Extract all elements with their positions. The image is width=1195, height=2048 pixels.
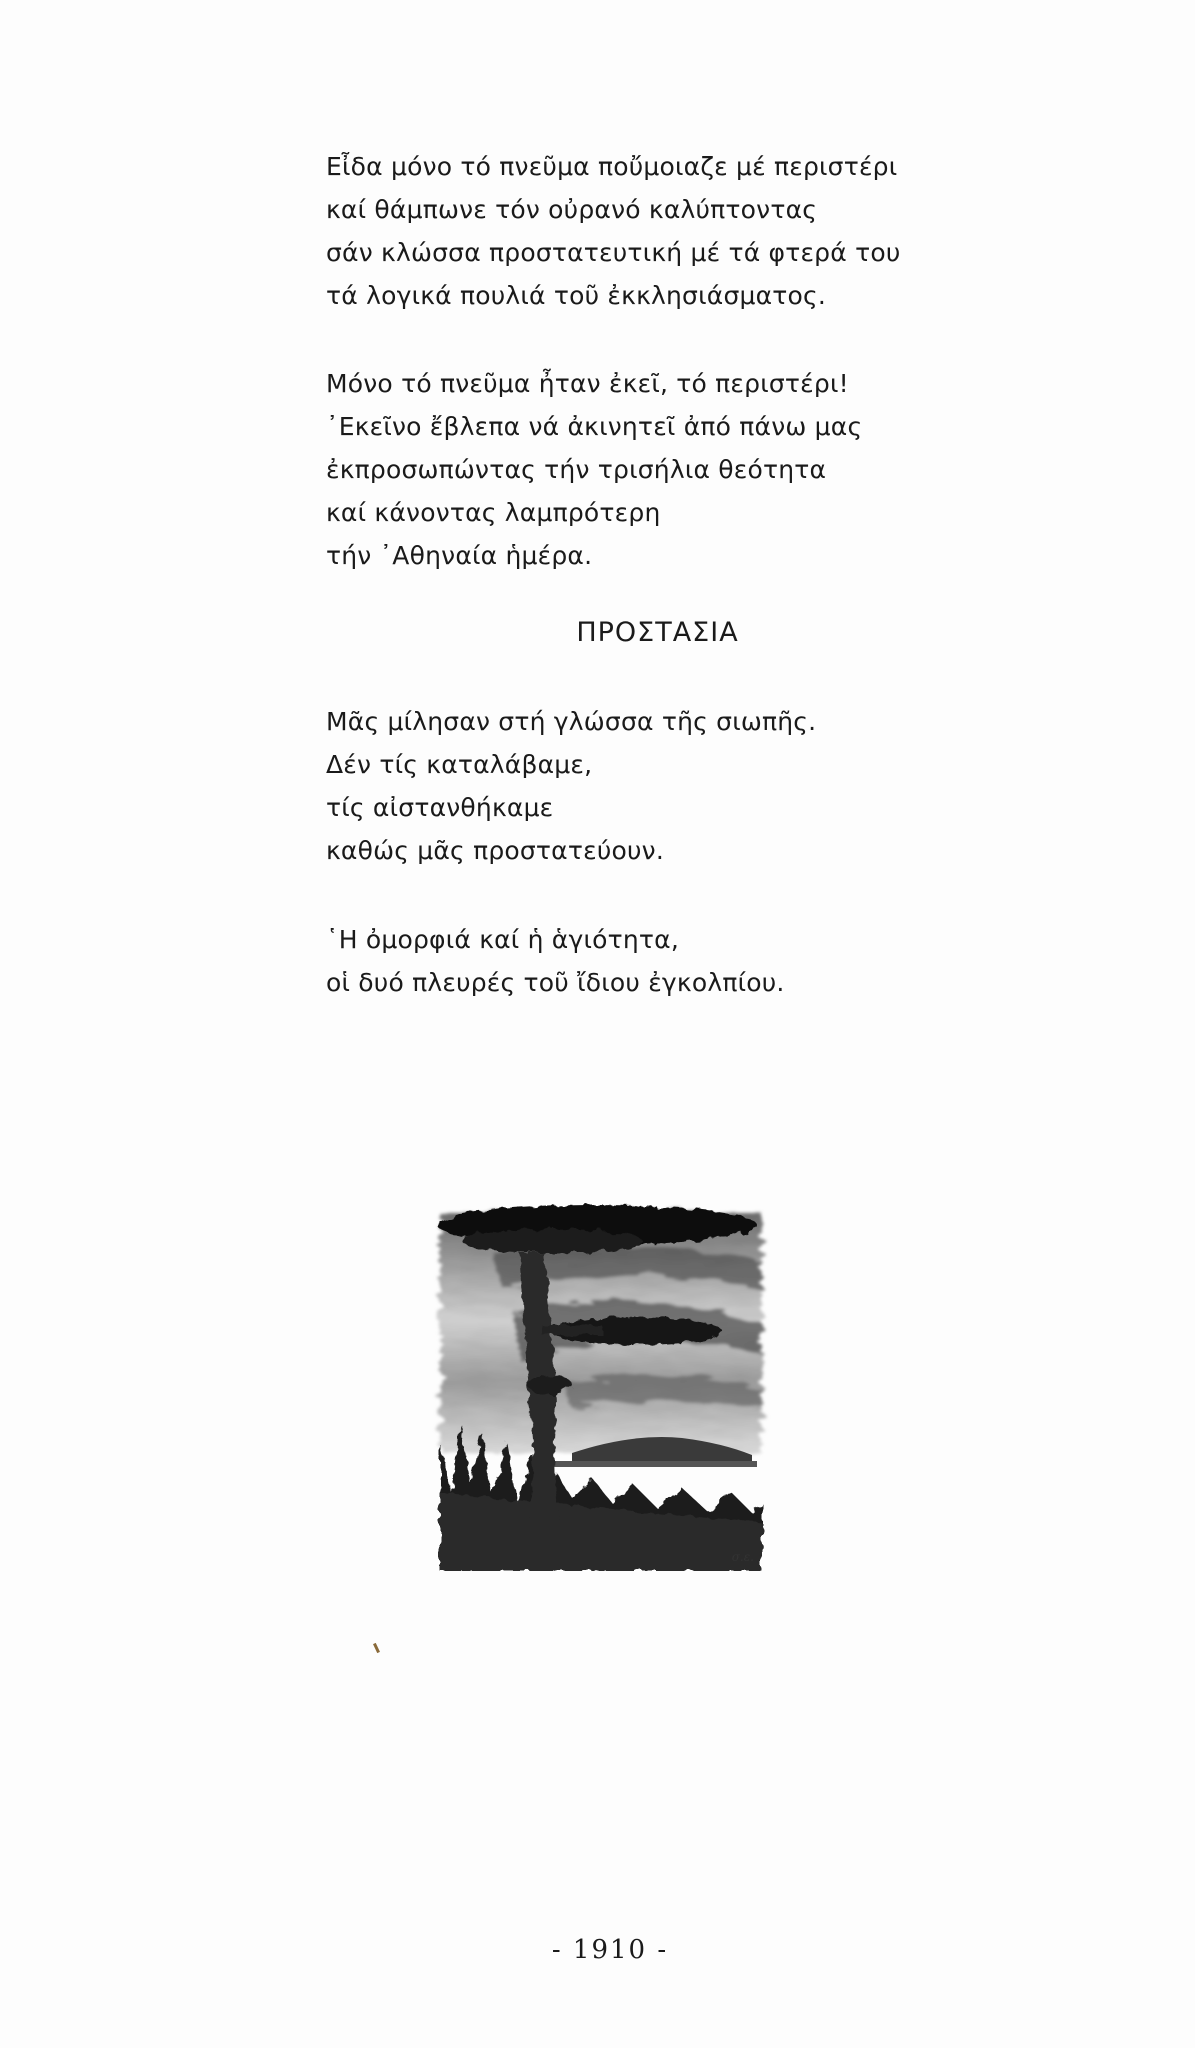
poem-line: ἐκπροσωπώντας τήν τρισήλια θεότητα	[326, 455, 827, 484]
section-title-block	[0, 617, 1195, 648]
poem-line: Δέν τίς καταλάβαμε,	[326, 750, 593, 779]
section-title: ΠΡΟΣΤΑΣΙΑ	[576, 617, 739, 648]
page-number	[0, 1935, 1195, 1965]
paper-speck	[373, 1643, 380, 1653]
poem-stanza-4	[326, 918, 946, 1004]
poem-line: τά λογικά πουλιά τοῦ ἐκκλησιάσματος.	[326, 281, 827, 310]
poem-stanza-1	[326, 145, 946, 317]
poem-line: καί θάμπωνε τόν οὐρανό καλύπτοντας	[326, 195, 818, 224]
poem-line: καθώς μᾶς προστατεύουν.	[326, 836, 664, 865]
poem-line: σάν κλώσσα προστατευτική μέ τά φτερά του	[326, 238, 901, 267]
poem-stanza-2	[326, 362, 946, 577]
artist-signature: σ.ε.	[731, 1550, 754, 1564]
poem-line: τήν ᾿Αθηναία ἡμέρα.	[326, 541, 593, 570]
poem-line: οἱ δυό πλευρές τοῦ ἴδιου ἐγκολπίου.	[326, 968, 785, 997]
poem-line: ῾Η ὀμορφιά καί ἡ ἁγιότητα,	[326, 925, 680, 954]
poem-line: τίς αἰστανθήκαμε	[326, 793, 554, 822]
poem-stanza-3	[326, 700, 946, 872]
poem-line: καί κάνοντας λαμπρότερη	[326, 498, 661, 527]
ink-tree-illustration	[432, 1193, 772, 1571]
poem-line: ᾿Εκεῖνο ἔβλεπα νά ἀκινητεῖ ἀπό πάνω μας	[326, 412, 863, 441]
page-number-text: - 1910 -	[551, 1935, 669, 1965]
poem-line: Εἶδα μόνο τό πνεῦμα ποὔμοιαζε μέ περιστέρι	[326, 152, 898, 181]
poem-line: Μᾶς μίλησαν στή γλώσσα τῆς σιωπῆς.	[326, 707, 817, 736]
poem-line: Μόνο τό πνεῦμα ἦταν ἐκεῖ, τό περιστέρι!	[326, 369, 849, 398]
